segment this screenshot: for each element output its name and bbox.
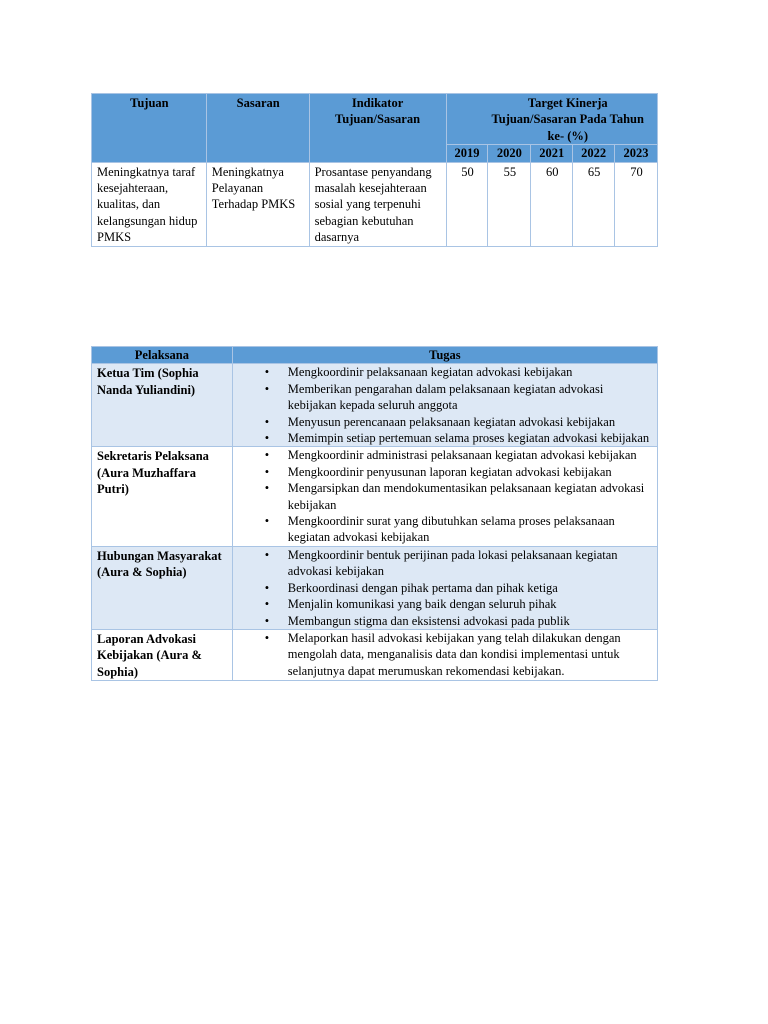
- list-item: • Memimpin setiap pertemuan selama proses kegiatan advokasi kebijakan: [288, 430, 653, 446]
- cell-sasaran: Meningkatnya Pelayanan Terhadap PMKS: [206, 162, 309, 246]
- list-item: • Mengkoordinir surat yang dibutuhkan selama proses pelaksanaan kegiatan advokasi kebijakan: [288, 513, 653, 546]
- tasks-cell: [232, 546, 657, 629]
- task-list: [238, 447, 653, 545]
- header-pelaksana: Pelaksana: [92, 347, 233, 364]
- tasks-cell: [232, 447, 657, 546]
- table-header-row: [92, 347, 658, 364]
- table-header-row: [92, 94, 658, 145]
- header-tugas: Tugas: [232, 347, 657, 364]
- target-kinerja-table: [91, 93, 658, 247]
- table-row: [92, 364, 658, 447]
- cell-value: 55: [488, 162, 531, 246]
- list-item: • Memberikan pengarahan dalam pelaksanaan kegiatan advokasi kebijakan kepada seluruh anggota: [288, 381, 653, 414]
- cell-value: 60: [531, 162, 573, 246]
- task-list: [238, 364, 653, 446]
- role-cell: Laporan Advokasi Kebijakan (Aura & Sophia): [92, 629, 233, 680]
- cell-value: 70: [615, 162, 658, 246]
- list-item: • Mengkoordinir penyusunan laporan kegiatan advokasi kebijakan: [288, 464, 653, 480]
- table-row: [92, 162, 658, 246]
- list-item: • Melaporkan hasil advokasi kebijakan yang telah dilakukan dengan mengolah data, menganalisis data dan kondisi implementasi untuk selanjutnya dapat merumuskan rekomendasi kebijakan.: [288, 630, 653, 679]
- year-header: 2022: [573, 145, 615, 162]
- list-item: • Mengarsipkan dan mendokumentasikan pelaksanaan kegiatan advokasi kebijakan: [288, 480, 653, 513]
- year-header: 2021: [531, 145, 573, 162]
- tasks-cell: [232, 364, 657, 447]
- list-item: • Menyusun perencanaan pelaksanaan kegiatan advokasi kebijakan: [288, 414, 653, 430]
- table-row: [92, 447, 658, 546]
- list-item: • Mengkoordinir administrasi pelaksanaan kegiatan advokasi kebijakan: [288, 447, 653, 463]
- table-row: [92, 629, 658, 680]
- role-cell: Sekretaris Pelaksana (Aura Muzhaffara Putri): [92, 447, 233, 546]
- header-sasaran: Sasaran: [206, 94, 309, 163]
- header-indikator: Indikator Tujuan/Sasaran: [309, 94, 446, 163]
- role-cell: Hubungan Masyarakat (Aura & Sophia): [92, 546, 233, 629]
- year-header: 2020: [488, 145, 531, 162]
- header-target: Target Kinerja Tujuan/Sasaran Pada Tahun ke- (%): [446, 94, 658, 145]
- task-list: [238, 630, 653, 679]
- cell-value: 50: [446, 162, 488, 246]
- task-list: [238, 547, 653, 629]
- list-item: • Mengkoordinir bentuk perijinan pada lokasi pelaksanaan kegiatan advokasi kebijakan: [288, 547, 653, 580]
- list-item: • Menjalin komunikasi yang baik dengan seluruh pihak: [288, 596, 653, 612]
- cell-tujuan: Meningkatnya taraf kesejahteraan, kualitas, dan kelangsungan hidup PMKS: [92, 162, 207, 246]
- list-item: • Mengkoordinir pelaksanaan kegiatan advokasi kebijakan: [288, 364, 653, 380]
- pelaksana-tugas-table: [91, 346, 658, 681]
- cell-value: 65: [573, 162, 615, 246]
- list-item: • Membangun stigma dan eksistensi advokasi pada publik: [288, 613, 653, 629]
- list-item: • Berkoordinasi dengan pihak pertama dan pihak ketiga: [288, 580, 653, 596]
- year-header: 2019: [446, 145, 488, 162]
- year-header: 2023: [615, 145, 658, 162]
- header-tujuan: Tujuan: [92, 94, 207, 163]
- role-cell: Ketua Tim (Sophia Nanda Yuliandini): [92, 364, 233, 447]
- cell-indikator: Prosantase penyandang masalah kesejahteraan sosial yang terpenuhi sebagian kebutuhan dasarnya: [309, 162, 446, 246]
- tasks-cell: [232, 629, 657, 680]
- table-row: [92, 546, 658, 629]
